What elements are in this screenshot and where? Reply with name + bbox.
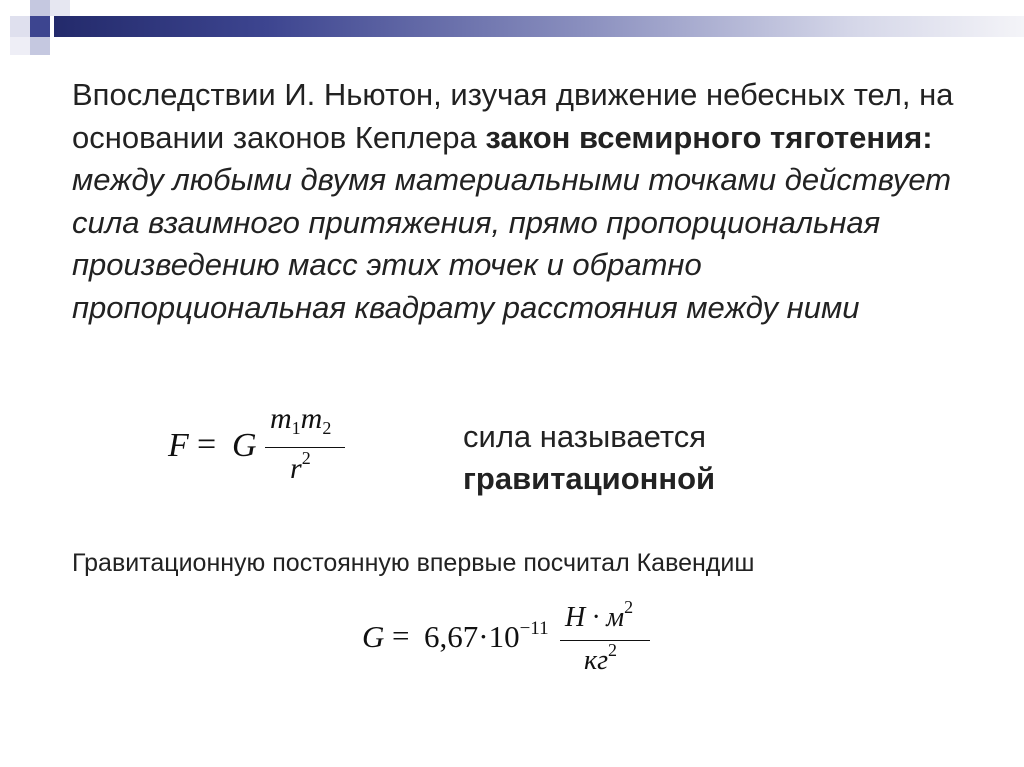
cavendish-sentence: Гравитационную постоянную впервые посчитал Кавендиш [72,549,755,577]
header-gradient-bar [54,16,1024,37]
distance-symbol: r [290,452,302,485]
unit-denominator [584,640,618,677]
unit-numerator [565,597,634,634]
law-paragraph [72,74,972,329]
mass-1-index: 1 [291,418,301,438]
deco-square [30,37,50,55]
deco-square [30,16,50,37]
caption-line-1: сила называется [463,419,706,454]
force-symbol: F [168,427,189,464]
deco-square [10,37,30,55]
mass-2-index: 2 [322,418,332,438]
force-caption [463,416,715,500]
deco-square [10,16,30,37]
mantissa: 6,67 [424,619,479,654]
unit-fraction-bar [560,640,650,641]
mass-2: m [300,402,323,435]
unit-kilogram-exponent: 2 [608,640,618,660]
numerator [270,402,331,436]
denominator [290,448,311,486]
multiply-dot: · [478,619,489,654]
equals-sign: = [197,426,217,463]
law-name: закон всемирного тяготения: [485,119,933,155]
intro-text: Впоследствии И. Ньютон, изучая движение небесных тел, на основании законов Кеплера [72,77,954,155]
unit-newton-meter: Н · м [565,602,625,633]
unit-meter-exponent: 2 [624,597,634,617]
constant-symbol: G [362,619,385,654]
constant-equals: = [392,618,410,653]
distance-exponent: 2 [301,448,311,468]
gravitational-constant-symbol: G [232,427,257,464]
mass-1: m [270,402,292,435]
law-definition: между любыми двумя материальными точками действует сила взаимного притяжения, прямо пропорциональная произведению масс этих точек и обратно пропорциональная квадрату расстояния между ними [72,162,952,325]
unit-kilogram: кг [584,645,609,676]
deco-square [30,0,50,16]
deco-square [50,0,70,16]
constant-value [424,619,549,655]
power-base: 10 [488,619,520,654]
caption-line-2: гравитационной [463,461,716,496]
power-exponent: −11 [519,618,549,639]
